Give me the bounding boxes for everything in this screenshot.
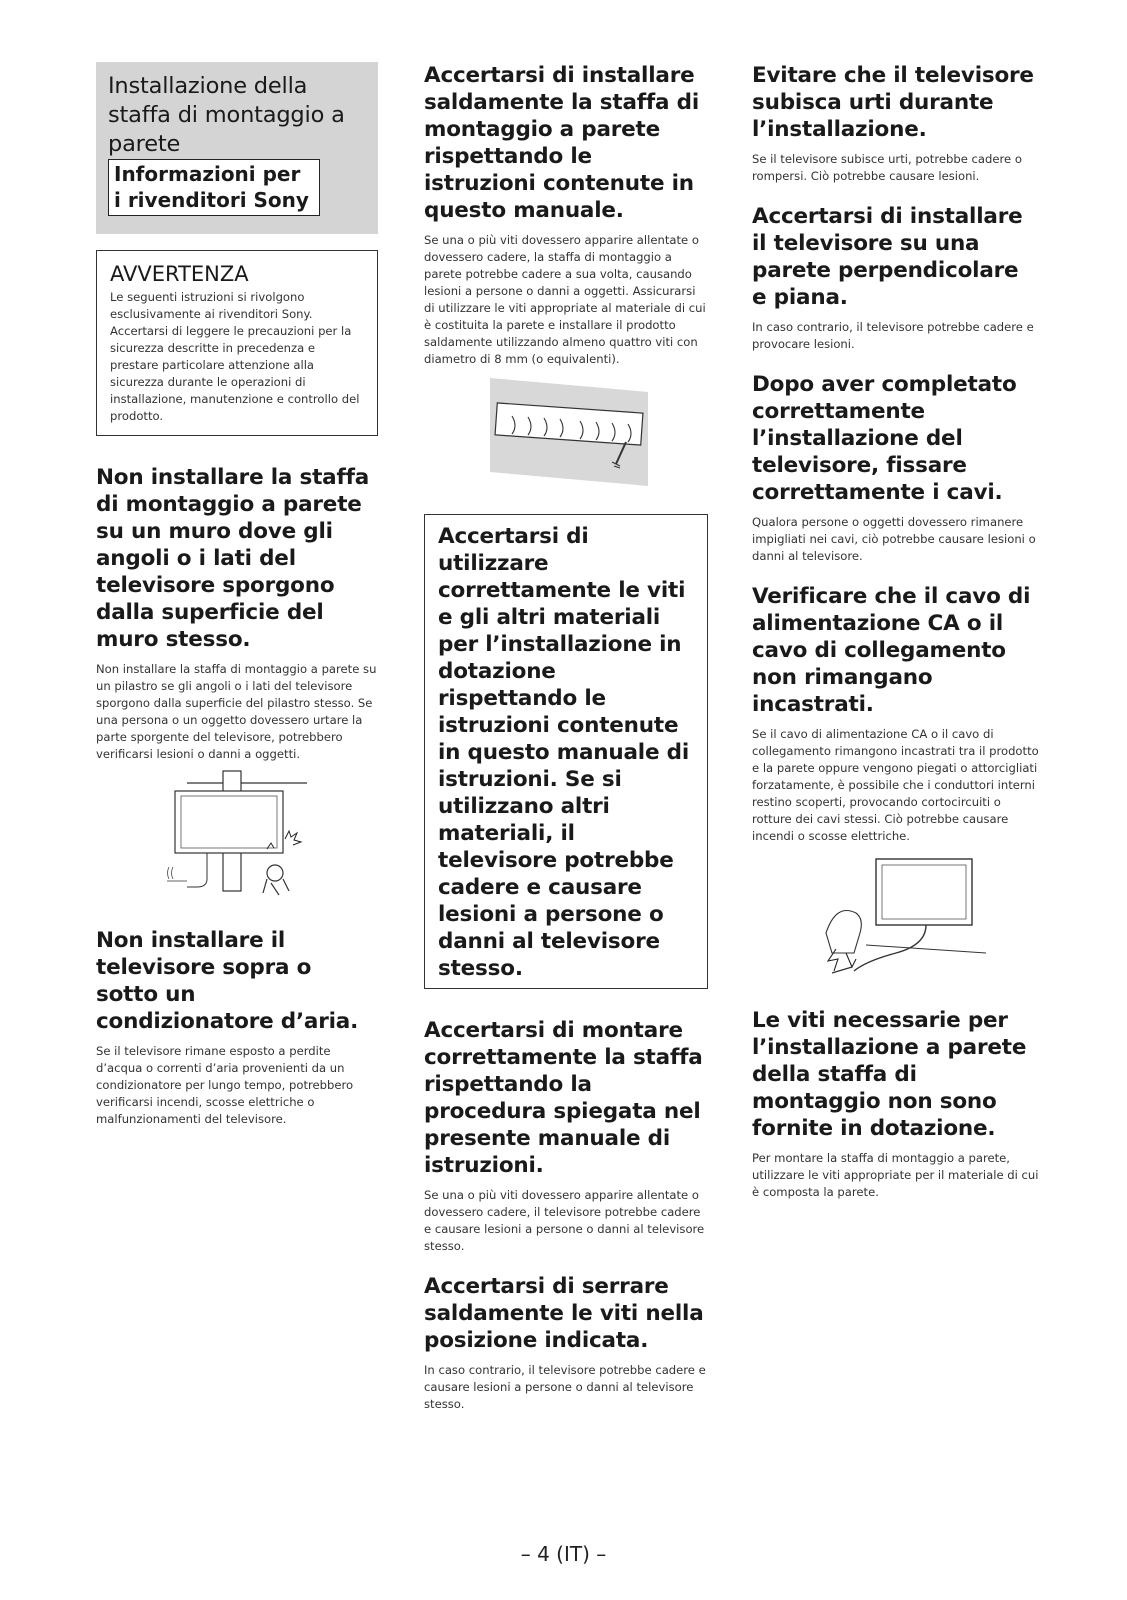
secure-install-text: Se una o più viti dovessero apparire allentate o dovessero cadere, la staffa di montaggio a parete potrebbe cadere a sua volta, causando lesioni a persone o danni a oggetti. Assicurarsi di utilizzare le viti appropriate al materiale di cui è costituita la parete e installare il prodotto saldamente utilizzando almeno quattro viti con diametro di 8 mm (o equivalenti). [424, 233, 706, 366]
flat-wall-text: In caso contrario, il televisore potrebbe cadere e provocare lesioni. [752, 320, 1034, 351]
dealer-info-label: Informazioni per i rivenditori Sony [108, 159, 320, 216]
tighten-screws-heading: Accertarsi di serrare saldamente le viti nella posizione indicata. [424, 1274, 704, 1353]
materials-warning-text: Accertarsi di utilizzare correttamente le viti e gli altri materiali per l’installazione in dotazione rispettando le istruzioni contenute in questo manuale di istruzioni. Se si utilizzano altri materiali, il televisore potrebbe cadere e causare lesioni a persone o danni al televisore stesso. [438, 524, 689, 981]
air-conditioner-text: Se il televisore rimane esposto a perdite d’acqua o correnti d’aria provenienti da un condizionatore per lungo tempo, potrebbero verificarsi incendi, scosse elettriche o malfunzionamenti del televisore. [96, 1044, 354, 1126]
warning-heading: AVVERTENZA [110, 262, 249, 286]
avoid-impact-text: Se il televisore subisce urti, potrebbe cadere o rompersi. Ciò potrebbe causare lesioni. [752, 152, 1022, 183]
protruding-wall-text: Non installare la staffa di montaggio a parete su un pilastro se gli angoli o i lati del televisore sporgono dalla superficie del pilastro stesso. Se una persona o un oggetto dovessero urtare la parte sporgente del televisore, potrebbero verificarsi lesioni o danni a oggetti. [96, 662, 377, 761]
materials-warning-box [424, 514, 708, 989]
screws-not-supplied-text: Per montare la staffa di montaggio a parete, utilizzare le viti appropriate per il materiale di cui è composta la parete. [752, 1151, 1039, 1199]
mount-procedure-text: Se una o più viti dovessero apparire allentate o dovessero cadere, il televisore potrebbe cadere e causare lesioni a persone o danni al televisore stesso. [424, 1188, 705, 1253]
page-number: – 4 (IT) – [520, 1542, 607, 1566]
wall-bracket-illustration [476, 378, 656, 486]
avoid-impact-heading: Evitare che il televisore subisca urti durante l’installazione. [752, 63, 1034, 142]
air-conditioner-heading: Non installare il televisore sopra o sotto un condizionatore d’aria. [96, 928, 359, 1034]
cable-pinch-text: Se il cavo di alimentazione CA o il cavo di collegamento rimangono incastrati tra il prodotto e la parete oppure vengono piegati o attorcigliati forzatamente, è possibile che i conduttori interni restino scoperti, provocando cortocircuiti o rotture dei cavi stessi. Ciò potrebbe causare incendi o scosse elettriche. [752, 727, 1039, 843]
protruding-wall-heading: Non installare la staffa di montaggio a parete su un muro dove gli angoli o i lati del televisore sporgono dalla superficie del muro stesso. [96, 465, 370, 652]
warning-box [96, 250, 378, 436]
screws-not-supplied-heading: Le viti necessarie per l’installazione a parete della staffa di montaggio non sono fornite in dotazione. [752, 1008, 1027, 1141]
warning-text: Le seguenti istruzioni si rivolgono esclusivamente ai rivenditori Sony. Accertarsi di leggere le precauzioni per la sicurezza descritte in precedenza e prestare particolare attenzione alla sicurezza durante le operazioni di installazione, manutenzione e controllo del prodotto. [110, 290, 360, 423]
middle-column [424, 62, 708, 1431]
pillar-collision-illustration [167, 769, 307, 899]
secure-cables-heading: Dopo aver completato correttamente l’installazione del televisore, fissare correttamente i cavi. [752, 372, 1017, 505]
left-column [96, 62, 378, 1146]
page-title: Installazione della staffa di montaggio a parete [108, 73, 345, 157]
section-title-box [96, 62, 378, 234]
secure-cables-text: Qualora persone o oggetti dovessero rimanere impigliati nei cavi, ciò potrebbe causare lesioni o danni al televisore. [752, 515, 1036, 563]
pinched-cable-illustration [806, 849, 986, 979]
secure-install-heading: Accertarsi di installare saldamente la staffa di montaggio a parete rispettando le istruzioni contenute in questo manuale. [424, 63, 700, 223]
right-column [752, 62, 1040, 1219]
tighten-screws-text: In caso contrario, il televisore potrebbe cadere e causare lesioni a persone o danni al televisore stesso. [424, 1363, 706, 1411]
cable-pinch-heading: Verificare che il cavo di alimentazione CA o il cavo di collegamento non rimangano incastrati. [752, 584, 1031, 717]
flat-wall-heading: Accertarsi di installare il televisore su una parete perpendicolare e piana. [752, 204, 1023, 310]
mount-procedure-heading: Accertarsi di montare correttamente la staffa rispettando la procedura spiegata nel presente manuale di istruzioni. [424, 1018, 703, 1178]
